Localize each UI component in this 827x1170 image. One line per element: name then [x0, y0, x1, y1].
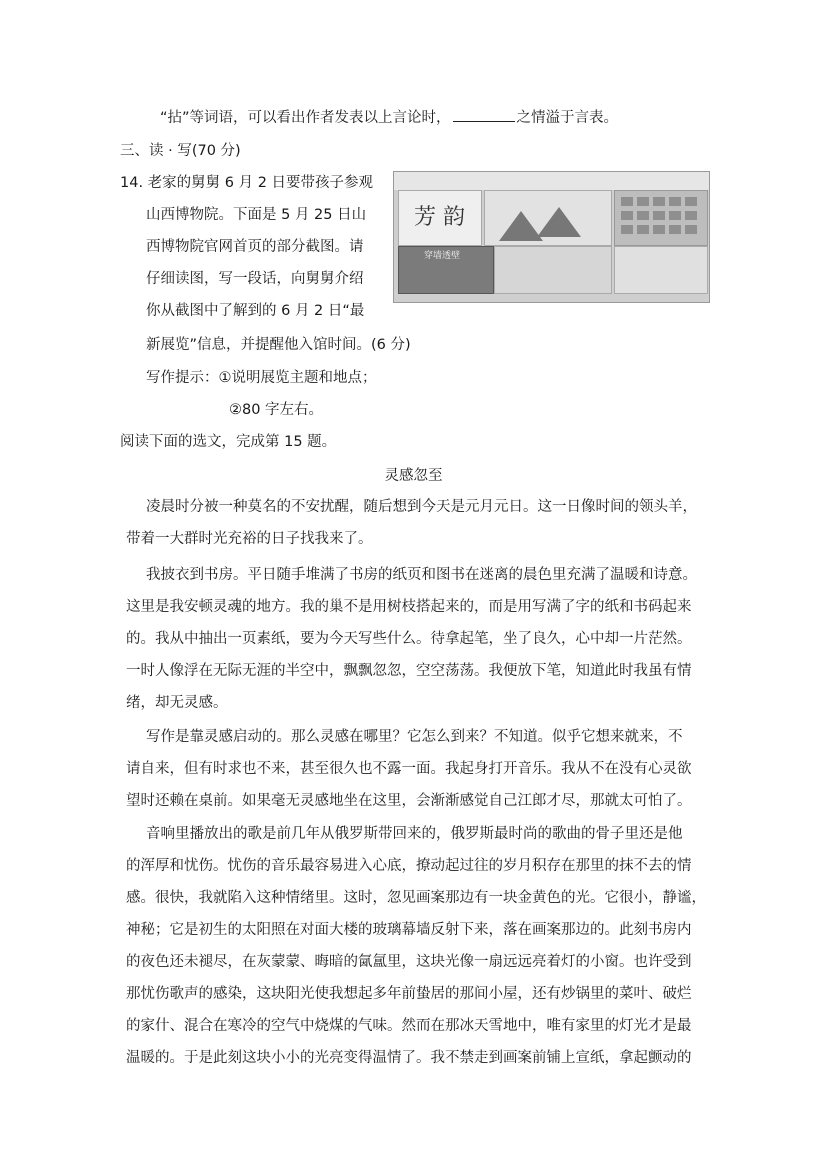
article-line: 望时还赖在桌前。如果毫无灵感地坐在这里，会渐渐感觉自己江郎才尽，那就太可怕了。: [126, 793, 692, 809]
article-line: 温暖的。于是此刻这块小小的光亮变得温情了。我不禁走到画案前铺上宣纸，拿起颤动的: [126, 1050, 692, 1066]
writing-hint-1: 写作提示：①说明展览主题和地点；: [146, 370, 377, 386]
museum-website-screenshot: [393, 171, 710, 303]
screenshot-info-panel: [614, 246, 708, 294]
article-line: 感。很快，我就陷入这种情绪里。这时，忽见画案那边有一块金黄色的光。它很小，静谧，: [126, 890, 706, 906]
article-line: 绪，却无灵感。: [126, 695, 228, 711]
article-line: 凌晨时分被一种莫名的不安扰醒，随后想到今天是元月元日。这一日像时间的领头羊，: [146, 499, 697, 515]
calendar-cell: [669, 197, 681, 206]
calendar-cell: [653, 225, 665, 234]
q14-line-f: 新展览”信息，并提醒他入馆时间。(6 分): [146, 337, 411, 353]
article-line: 神秘；它是初生的太阳照在对面大楼的玻璃幕墙反射下来，落在画案那边的。此刻书房内: [126, 922, 692, 938]
article-line: 这里是我安顿灵魂的地方。我的巢不是用树枝搭起来的，而是用写满了字的纸和书码起来: [126, 599, 692, 615]
calendar-cell: [637, 197, 649, 206]
screenshot-header-bar: [394, 172, 710, 190]
article-line: 的夜色还未褪尽，在灰蒙蒙、晦暗的氤氲里，这块光像一扇远远亮着灯的小窗。也许受到: [126, 954, 692, 970]
calendar-cell: [685, 225, 697, 234]
q14-line-a: 14. 老家的舅舅 6 月 2 日要带孩子参观: [120, 175, 374, 191]
calendar-cell: [621, 211, 633, 220]
calendar-cell: [621, 197, 633, 206]
text-line-1: [160, 107, 618, 128]
calendar-cell: [637, 211, 649, 220]
article-line: 的。我从中抽出一页素纸，要为今天写些什么。待拿起笔，坐了良久，心中却一片茫然。: [126, 631, 692, 647]
article-line: 请自来，但有时求也不来，甚至很久也不露一面。我起身打开音乐。我从不在没有心灵欲: [126, 761, 692, 777]
article-line: 一时人像浮在无际无涯的半空中，飘飘忽忽，空空荡荡。我便放下笔，知道此时我虽有情: [126, 663, 692, 679]
article-line: 写作是靠灵感启动的。那么灵感在哪里？它怎么到来？不知道。似乎它想来就来，不: [146, 729, 683, 745]
calendar-cell: [669, 211, 681, 220]
q14-line-c: 西博物院官网首页的部分截图。请: [146, 239, 364, 255]
reading-instruction: 阅读下面的选文，完成第 15 题。: [120, 434, 337, 450]
calendar-cell: [685, 211, 697, 220]
screenshot-banner-text: 穿墙透壁: [424, 251, 461, 261]
calendar-cell: [653, 211, 665, 220]
q14-line-e: 你从截图中了解到的 6 月 2 日“最: [146, 303, 365, 319]
article-line: 的家什、混合在寒冷的空气中烧煤的气味。然而在那冰天雪地中，唯有家里的灯光才是最: [126, 1018, 692, 1034]
text-line-1-post: 之情溢于言表。: [516, 110, 619, 126]
q14-line-d: 仔细读图，写一段话，向舅舅介绍: [146, 271, 364, 287]
calendar-cell: [653, 197, 665, 206]
article-line: 音响里播放出的歌是前几年从俄罗斯带回来的，俄罗斯最时尚的歌曲的骨子里还是他: [146, 826, 683, 842]
section-heading-3: 三、读 · 写(70 分): [120, 143, 241, 159]
calendar-cell: [669, 225, 681, 234]
writing-hint-2: ②80 字左右。: [229, 402, 324, 418]
pyramid-shape: [537, 207, 581, 237]
article-line: 的浑厚和忧伤。忧伤的音乐最容易进入心底，撩动起过往的岁月积存在那里的抹不去的情: [126, 858, 692, 874]
screenshot-seal-text: 芳 韵: [414, 205, 465, 230]
article-line: 那忧伤歌声的感染，这块阳光使我想起多年前蛰居的那间小屋，还有炒锅里的菜叶、破烂: [126, 986, 692, 1002]
calendar-cell: [685, 197, 697, 206]
screenshot-calendar-panel: [614, 190, 708, 246]
screenshot-pyramid-panel: [484, 190, 612, 246]
calendar-cell: [621, 225, 633, 234]
article-line: 带着一大群时光充裕的日子找我来了。: [126, 531, 373, 547]
article-line: 我披衣到书房。平日随手堆满了书房的纸页和图书在迷离的晨色里充满了温暖和诗意。: [146, 567, 697, 583]
article-title: 灵感忽至: [384, 468, 443, 484]
answer-blank: [453, 107, 515, 122]
screenshot-lower-panel: [494, 246, 612, 294]
calendar-cell: [637, 225, 649, 234]
text-line-1-pre: “拈”等词语，可以看出作者发表以上言论时，: [160, 110, 451, 126]
q14-line-b: 山西博物院。下面是 5 月 25 日山: [146, 207, 367, 223]
